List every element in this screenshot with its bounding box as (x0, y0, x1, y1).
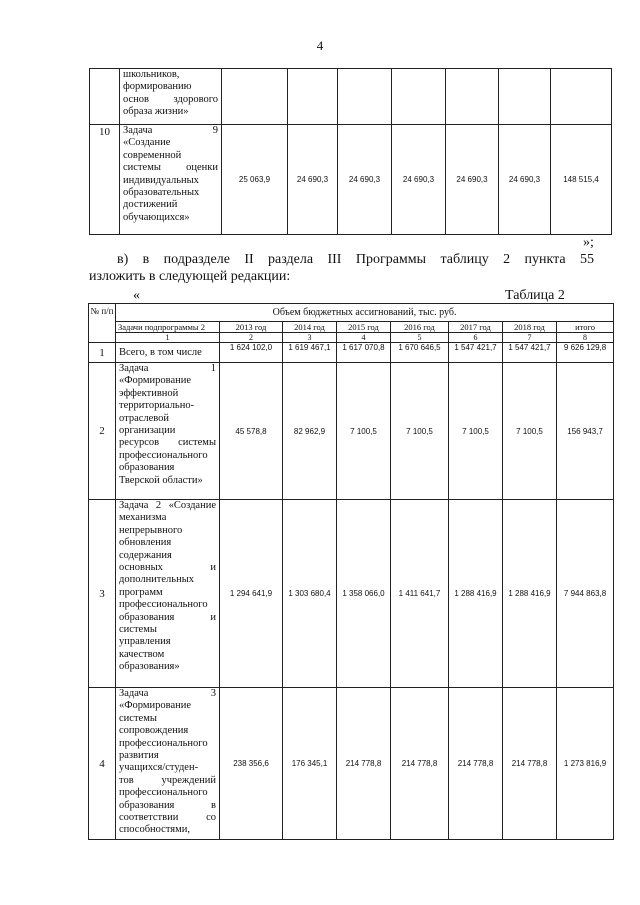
value-cell: 1 303 680,4 (283, 500, 337, 688)
value-cell (392, 69, 446, 125)
paragraph-line-1: в) в подразделе II раздела III Программы таблицу 2 пункта 55 (117, 252, 594, 267)
row-number: 2 (89, 363, 116, 500)
column-number: 5 (391, 333, 449, 343)
value-cell: 24 690,3 (499, 125, 551, 235)
value-cell: 1 619 467,1 (283, 343, 337, 363)
total-header: итого (557, 322, 614, 333)
value-cell: 24 690,3 (446, 125, 499, 235)
year-header: 2017 год (449, 322, 503, 333)
value-cell: 148 515,4 (551, 125, 612, 235)
table-row (89, 343, 614, 363)
value-cell (288, 69, 338, 125)
value-cell: 1 617 070,8 (337, 343, 391, 363)
row-number: 4 (89, 688, 116, 840)
year-header: 2013 год (220, 322, 283, 333)
column-number: 8 (557, 333, 614, 343)
table-row (89, 688, 614, 840)
year-header: 2015 год (337, 322, 391, 333)
year-header: 2014 год (283, 322, 337, 333)
value-cell: 1 411 641,7 (391, 500, 449, 688)
table-row (89, 500, 614, 688)
page-number: 4 (316, 38, 324, 53)
row-number-header: № п/п (89, 304, 116, 343)
value-cell: 1 288 416,9 (503, 500, 557, 688)
value-cell: 1 294 641,9 (220, 500, 283, 688)
year-header: 2018 год (503, 322, 557, 333)
task-cell: Задача 3 «Формирование системы сопровождения профессионального развития учащихся/студен- тов учреждений профессионального образования в соответствии со способностями, (116, 688, 220, 840)
value-cell (222, 69, 288, 125)
table-caption: Таблица 2 (505, 288, 565, 303)
value-cell (551, 69, 612, 125)
row-number: 3 (89, 500, 116, 688)
value-cell: 7 100,5 (503, 363, 557, 500)
table-row (90, 125, 612, 235)
value-cell: 1 547 421,7 (503, 343, 557, 363)
value-cell: 1 670 646,5 (391, 343, 449, 363)
value-cell: 1 273 816,9 (557, 688, 614, 840)
row-number (90, 69, 120, 125)
value-cell: 1 624 102,0 (220, 343, 283, 363)
column-number-row (89, 333, 614, 343)
column-number: 3 (283, 333, 337, 343)
task-cell: Всего, в том числе (116, 343, 220, 363)
value-cell: 7 944 863,8 (557, 500, 614, 688)
opening-quote: « (133, 288, 140, 303)
table-2 (88, 303, 614, 840)
closing-quote: »; (583, 235, 594, 250)
value-cell: 156 943,7 (557, 363, 614, 500)
budget-header: Объем бюджетных ассигнований, тыс. руб. (116, 304, 614, 322)
value-cell: 24 690,3 (288, 125, 338, 235)
subprogram-tasks-header: Задачи подпрограммы 2 (116, 322, 220, 333)
year-header: 2016 год (391, 322, 449, 333)
value-cell: 214 778,8 (337, 688, 391, 840)
value-cell: 1 547 421,7 (449, 343, 503, 363)
value-cell: 9 626 129,8 (557, 343, 614, 363)
header-row (89, 322, 614, 333)
value-cell: 45 578,8 (220, 363, 283, 500)
value-cell: 82 962,9 (283, 363, 337, 500)
value-cell: 24 690,3 (338, 125, 392, 235)
row-number: 1 (89, 343, 116, 363)
column-number: 6 (449, 333, 503, 343)
column-number: 7 (503, 333, 557, 343)
value-cell: 214 778,8 (503, 688, 557, 840)
value-cell: 7 100,5 (449, 363, 503, 500)
column-number: 4 (337, 333, 391, 343)
task-cell: Задача 9 «Создание современной системы оценки индивидуальных образовательных достижений обучающихся» (120, 125, 222, 235)
value-cell: 238 356,6 (220, 688, 283, 840)
value-cell: 214 778,8 (449, 688, 503, 840)
column-number: 2 (220, 333, 283, 343)
value-cell: 1 358 066,0 (337, 500, 391, 688)
value-cell: 7 100,5 (391, 363, 449, 500)
table-row (90, 69, 612, 125)
value-cell: 24 690,3 (392, 125, 446, 235)
value-cell: 7 100,5 (337, 363, 391, 500)
header-row (89, 304, 614, 322)
value-cell (446, 69, 499, 125)
table-row (89, 363, 614, 500)
value-cell: 214 778,8 (391, 688, 449, 840)
value-cell (499, 69, 551, 125)
value-cell (338, 69, 392, 125)
row-number: 10 (90, 125, 120, 235)
value-cell: 176 345,1 (283, 688, 337, 840)
task-cell: Задача 1 «Формирование эффективной территориально- отраслевой организации ресурсов системы профессионального образования Тверской области» (116, 363, 220, 500)
continuation-table (89, 68, 612, 235)
value-cell: 25 063,9 (222, 125, 288, 235)
value-cell: 1 288 416,9 (449, 500, 503, 688)
task-cell: школьников, формированию основ здорового образа жизни» (120, 69, 222, 125)
column-number: 1 (116, 333, 220, 343)
paragraph-line-2: изложить в следующей редакции: (89, 269, 291, 284)
task-cell: Задача 2 «Создание механизма непрерывного обновления содержания основных и дополнительных программ профессионального образования и системы управления качеством образования» (116, 500, 220, 688)
